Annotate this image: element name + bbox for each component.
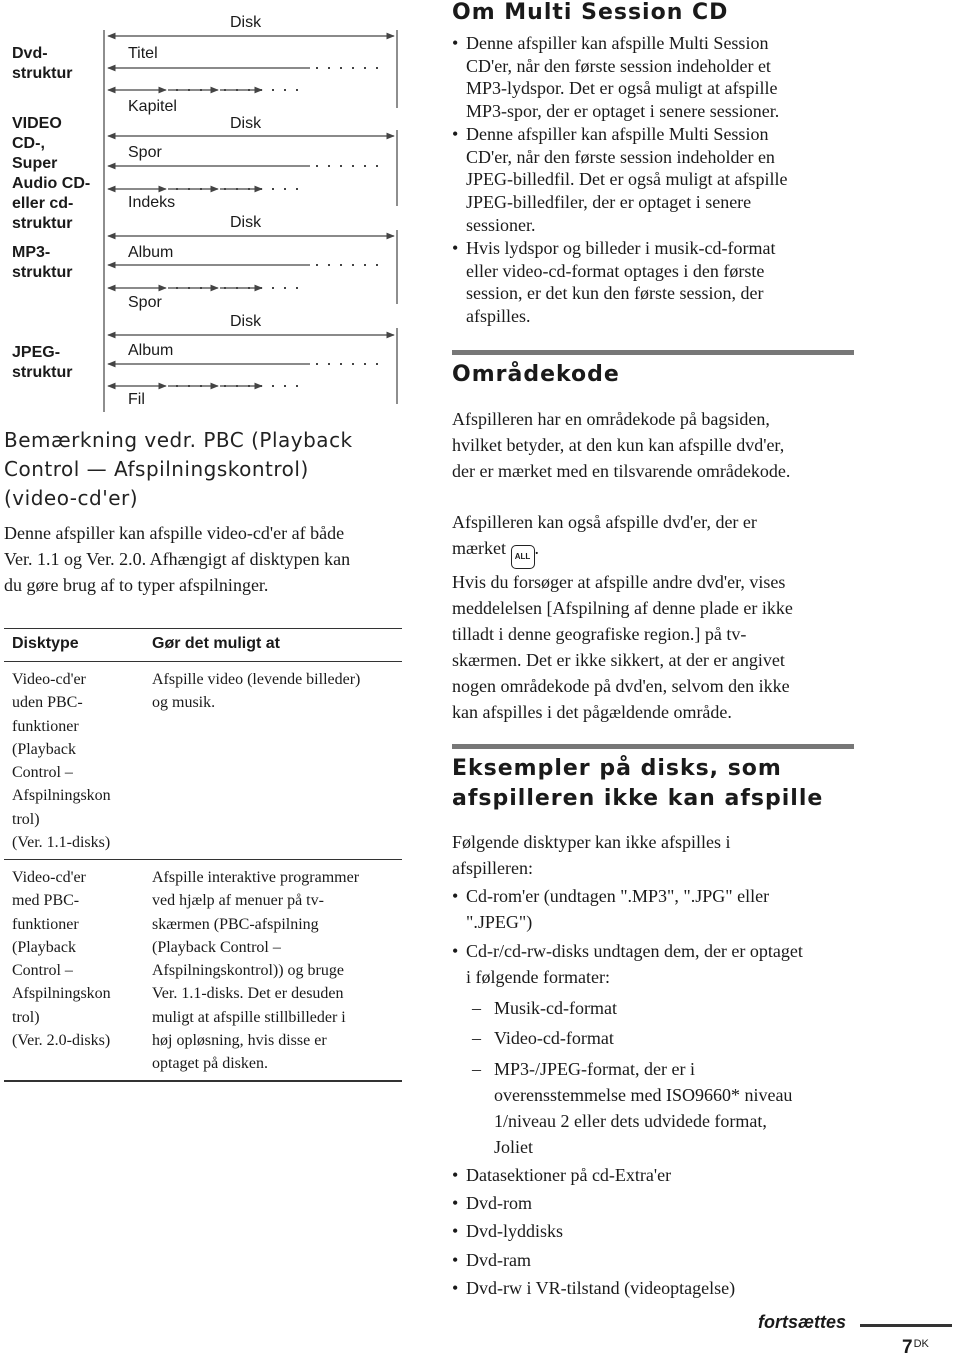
bullet-icon: • [452,1193,459,1213]
table-row-rule [4,859,402,860]
vcd-structure-label: VIDEO CD-, Super Audio CD- eller cd- struktur [12,115,91,232]
bullet-icon: • [452,886,459,906]
multisession-bullet-3: • Hvis lydspor og billeder i musik-cd-format eller video-cd-format optages i den første session, er det kun den første session, der afspilles. [452,238,776,327]
pbc-intro: Denne afspiller kan afspille video-cd'er af både Ver. 1.1 og Ver. 2.0. Afhængigt af disktypen kan du gøre brug af to typer afspilninger. [4,523,351,595]
bullet-cdrom: • Cd-rom'er (undtagen ".MP3", ".JPG" eller ".JPEG") [452,883,852,935]
pbc-heading: Bemærkning vedr. PBC (Playback Control — Afspilningskontrol) (video-cd'er) [4,428,353,510]
bullet-cd-extra: • Datasektioner på cd-Extra'er [452,1162,671,1188]
mp3-track-label: Spor [128,294,162,311]
bullet-icon: • [452,941,459,961]
bullet-cdr: • Cd-r/cd-rw-disks undtagen dem, der er optaget i følgende formater: [452,938,862,990]
multisession-heading: Om Multi Session CD [452,0,729,25]
mp3-structure-label: MP3- struktur [12,244,73,281]
sub-item-video-cd: – Video-cd-format [472,1028,614,1048]
table-header-rule [4,661,402,662]
table-header-disktype: Disktype [12,635,79,652]
mp3-disk-label: Disk [230,214,262,231]
table-bottom-rule [4,1080,402,1082]
bullet-icon: • [452,238,459,258]
bullet-icon: • [452,1278,459,1298]
region-para-2: Afspilleren kan også afspille dvd'er, der er mærket ALL . Hvis du forsøger at afspille andre dvd'er, vises meddelelsen [Afspilning af denne plade er ikke tilladt i denne geografiske region.] på tv- skærmen. Det er ikke sikkert, at der er angivet nogen områdekode på dvd'en, selvom den ikke kan afspilles i det pågældende område. [452,512,793,722]
bullet-dvd-audio: • Dvd-lyddisks [452,1218,563,1244]
dvd-structure-label: Dvd- struktur [12,45,73,82]
jpeg-album-label: Album [128,342,174,359]
dvd-disk-label: Disk [230,14,262,31]
multisession-bullet-2: • Denne afspiller kan afspille Multi Session CD'er, når den første session indeholder en JPEG-billedfil. Det er også muligt at afspille JPEG-billedfiler, der er optaget i senere sessioner. [452,124,788,235]
bullet-dvd-ram: • Dvd-ram [452,1247,531,1273]
bullet-dvd-rw-vr: • Dvd-rw i VR-tilstand (videoptagelse) [452,1275,735,1301]
table-row-2-type: Video-cd'er med PBC- funktioner (Playback Control – Afspilningskon trol) (Ver. 2.0-disks) [12,869,111,1050]
jpeg-structure-label: JPEG- struktur [12,344,73,381]
table-row-1-desc: Afspille video (levende billeder) og musik. [152,671,361,712]
examples-heading: Eksempler på disks, som afspilleren ikke kan afspille [452,756,824,811]
jpeg-file-label: Fil [128,391,145,408]
examples-heading-bar [452,744,854,749]
table-row-2-desc: Afspille interaktive programmer ved hjælp af menuer på tv- skærmen (PBC-afspilning (Playback Control – Afspilningskontrol)) og bruge Ver. 1.1-disks. Det er desuden muligt at afspille stillbilleder i høj opløsning, hvis disse er optaget på disken. [152,869,360,1073]
all-region-mark-icon: ALL [511,545,535,569]
region-heading: Områdekode [452,362,620,387]
dvd-chapter-label: Kapitel [128,98,177,115]
bullet-icon: • [452,33,459,53]
region-heading-bar [452,350,854,355]
bullet-icon: • [452,1250,459,1270]
table-top-rule [4,628,402,629]
bullet-icon: • [452,1221,459,1241]
diagram-lines [0,0,420,420]
continues-rule [860,1324,952,1327]
vcd-track-label: Spor [128,144,162,161]
examples-intro: Følgende disktyper kan ikke afspilles i afspilleren: [452,832,731,878]
vcd-disk-label: Disk [230,115,262,132]
bullet-icon: • [452,1165,459,1185]
region-para-1: Afspilleren har en områdekode på bagsiden, hvilket betyder, at den kun kan afspille dvd'er, der er mærket med en tilsvarende områdekode. [452,409,791,481]
dvd-title-label: Titel [128,45,158,62]
mp3-album-label: Album [128,244,174,261]
bullet-dvd-rom: • Dvd-rom [452,1190,532,1216]
vcd-index-label: Indeks [128,194,176,211]
sub-item-mp3-jpeg: – MP3-/JPEG-format, der er i overensstemmelse med ISO9660* niveau 1/niveau 2 eller dets udvidede format, Joliet [472,1059,793,1157]
jpeg-disk-label: Disk [230,313,262,330]
bullet-icon: • [452,124,459,144]
sub-item-music-cd: – Musik-cd-format [472,998,617,1018]
table-row-1-type: Video-cd'er uden PBC- funktioner (Playback Control – Afspilningskon trol) (Ver. 1.1-disks) [12,671,111,852]
page-number: $7^{DK}$ [902,1337,929,1358]
continues-label: fortsættes [758,1312,847,1332]
multisession-bullet-1: • Denne afspiller kan afspille Multi Session CD'er, når den første session indeholder et MP3-lydspor. Det er også muligt at afspille MP3-spor, der er optaget i senere sessioner. [452,33,780,122]
table-header-allows: Gør det muligt at [152,635,280,652]
